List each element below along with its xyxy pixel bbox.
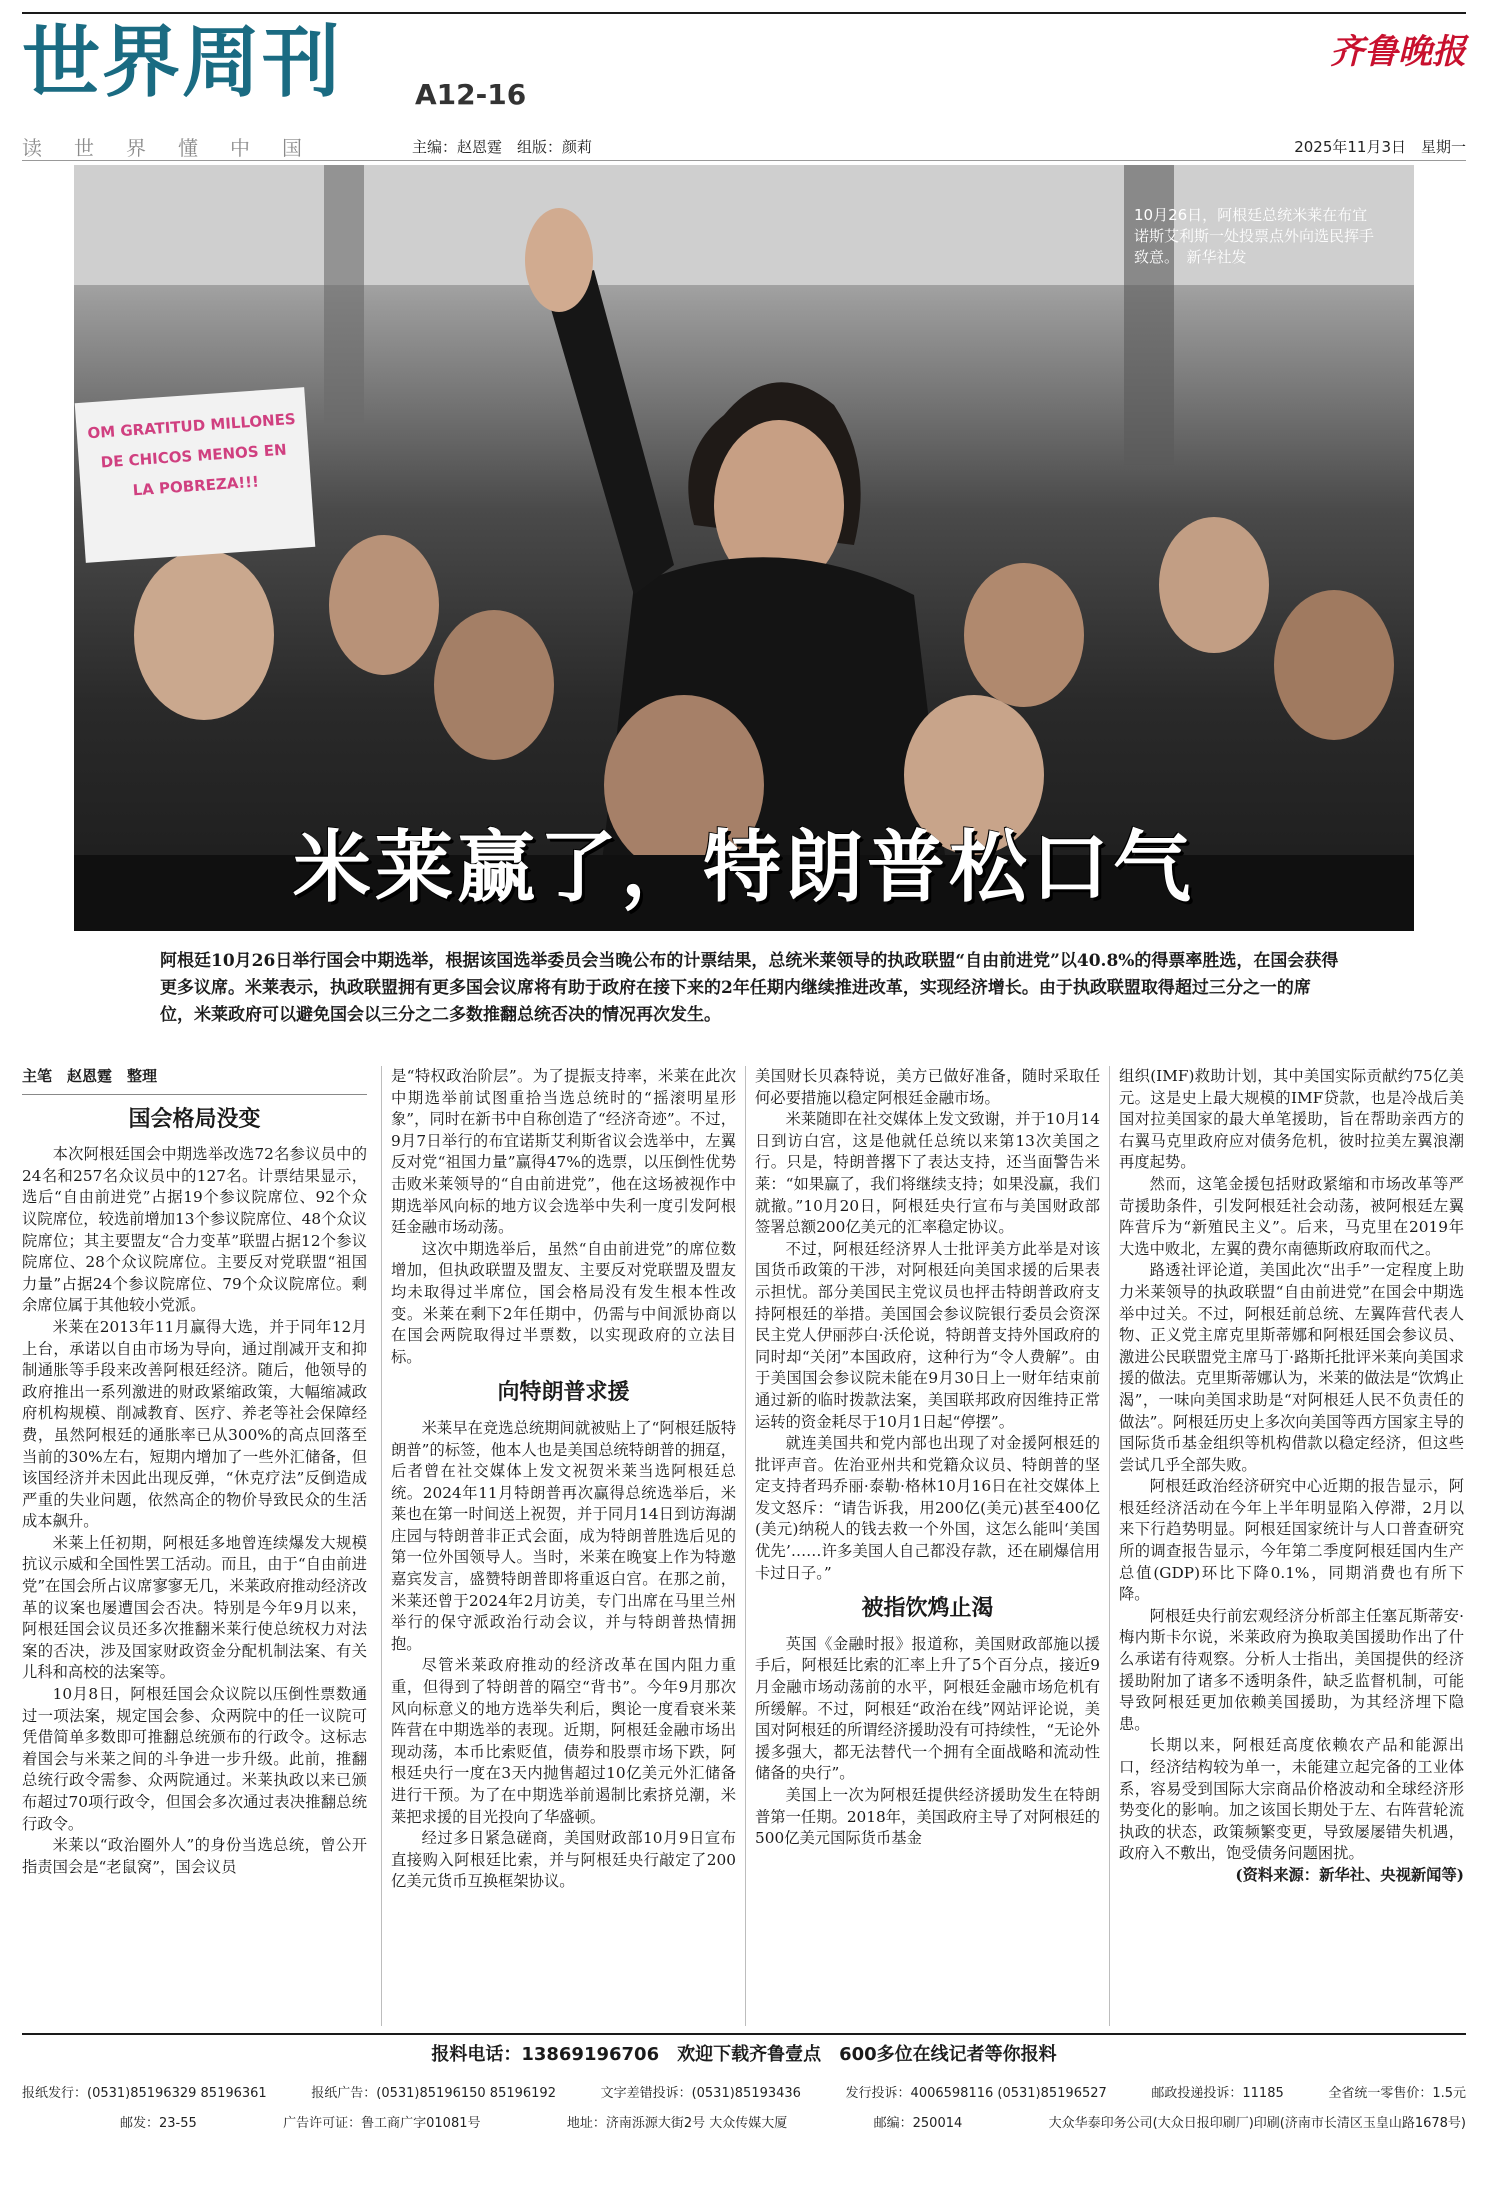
article-column-3: [755, 1066, 1100, 1850]
paragraph: 尽管米莱政府推动的经济改革在国内阻力重重，但得到了特朗普的隔空“背书”。今年9月那次风向标意义的地方选举失利后，舆论一度看衰米莱阵营在中期选举的表现。近期，阿根廷金融市场出现动荡，本币比索贬值，债券和股票市场下跌，阿根廷央行一度在3天内抛售超过10亿美元外汇储备进行干预。为了在中期选举前遏制比索挤兑潮，米莱把求援的目光投向了华盛顿。: [391, 1656, 736, 1826]
editors-credit: 主编：赵恩霆 组版：颜莉: [412, 138, 593, 156]
footer-item: 邮编：250014: [873, 2116, 963, 2131]
footer-item: 文字差错投诉：(0531)85193436: [600, 2086, 801, 2101]
lede-paragraph: 阿根廷10月26日举行国会中期选举，根据该国选举委员会当晚公布的计票结果，总统米莱领导的执政联盟“自由前进党”以40.8%的得票率胜选，在国会获得更多议席。米莱表示，执政联盟拥有更多国会议席将有助于政府在接下来的2年任期内继续推进改革，实现经济增长。由于执政联盟取得超过三分之一的席位，米莱政府可以避免国会以三分之二多数推翻总统否决的情况再次发生。: [160, 951, 1339, 1025]
subhead-poison: 被指饮鸩止渴: [861, 1595, 994, 1622]
column-rule: [1109, 1066, 1110, 2026]
paragraph: 米莱以“政治圈外人”的身份当选总统，曾公开指责国会是“老鼠窝”，国会议员: [22, 1836, 367, 1876]
footer-item: 邮政投递投诉：11185: [1151, 2086, 1284, 2101]
paragraph: 就连美国共和党内部也出现了对金援阿根廷的批评声音。佐治亚州共和党籍众议员、特朗普的坚定支持者玛乔丽·泰勒·格林10月16日在社交媒体上发文怒斥：“请告诉我，用200亿(美元)甚至400亿(美元)纳税人的钱去救一个外国，这怎么能叫‘美国优先’……许多美国人自己都没存款，还在刷爆信用卡过日子。”: [755, 1434, 1100, 1582]
footer-item: 全省统一零售价：1.5元: [1328, 2086, 1466, 2101]
news-hotline: 报料电话：13869196706 欢迎下载齐鲁壹点 600多位在线记者等你报料: [431, 2044, 1057, 2065]
page-number: A12-16: [415, 78, 527, 111]
footer-info-row-2: [120, 2112, 1466, 2132]
masthead-rule: [22, 160, 1466, 161]
main-headline: 米莱赢了，特朗普松口气: [292, 822, 1195, 913]
column-rule: [381, 1066, 382, 2026]
paragraph: 米莱在2013年11月赢得大选，并于同年12月上台，承诺以自由市场为导向，通过削减开支和抑制通胀等手段来改善阿根廷经济。随后，他领导的政府推出一系列激进的财政紧缩政策，大幅缩减政府机构规模、削减教育、医疗、养老等社会保障经费，虽然阿根廷的通胀率已从300%的高点回落至当前的30%左右，短期内增加了一些外汇储备，但该国经济并未因此出现反弹，“休克疗法”反倒造成严重的失业问题，依然高企的物价导致民众的生活成本飙升。: [22, 1317, 367, 1531]
footer-item: 地址：济南泺源大街2号 大众传媒大厦: [566, 2116, 788, 2131]
issue-date: 2025年11月3日 星期一: [1294, 138, 1466, 156]
paragraph: 米莱早在竞选总统期间就被贴上了“阿根廷版特朗普”的标签，他本人也是美国总统特朗普的拥趸，后者曾在社交媒体上发文祝贺米莱当选阿根廷总统。2024年11月特朗普再次赢得总统选举后，米莱也在第一时间送上祝贺，并于同月14日到访海湖庄园与特朗普非正式会面，成为特朗普胜选后见的第一位外国领导人。当时，米莱在晚宴上作为特邀嘉宾发言，盛赞特朗普即将重返白宫。在那之前，米莱还曾于2024年2月访美，专门出席在马里兰州举行的保守派政治行动会议，并与特朗普热情拥抱。: [391, 1418, 736, 1653]
photo-caption: 10月26日，阿根廷总统米莱在布宜诺斯艾利斯一处投票点外向选民挥手致意。 新华社发: [1134, 206, 1375, 266]
footer-item: 大众华泰印务公司(大众日报印刷厂)印刷(济南市长清区玉皇山路1678号): [1048, 2116, 1466, 2131]
article-column-4: [1119, 1066, 1464, 1887]
paragraph: 本次阿根廷国会中期选举改选72名参议员中的24名和257名众议员中的127名。计票结果显示，选后“自由前进党”占据19个参议院席位、92个众议院席位，较选前增加13个参议院席位、48个众议院席位；其主要盟友“合力变革”联盟占据12个参议院席位、28个众议院席位。主要反对党联盟“祖国力量”占据24个参议院席位、79个众议院席位。剩余席位属于其他较小党派。: [22, 1145, 367, 1315]
article-source: (资料来源：新华社、央视新闻等): [1235, 1865, 1464, 1884]
paragraph: 组织(IMF)救助计划，其中美国实际贡献约75亿美元。这是史上最大规模的IMF贷款，也是冷战后美国对拉美国家的最大单笔援助，旨在帮助亲西方的右翼马克里政府应对债务危机，彼时拉美左翼浪潮再度起势。: [1119, 1067, 1464, 1172]
paragraph: 米莱随即在社交媒体上发文致谢，并于10月14日到访白宫，这是他就任总统以来第13次美国之行。只是，特朗普撂下了表达支持，还当面警告米莱：“如果赢了，我们将继续支持；如果没赢，我们就撤。”10月20日，阿根廷央行宣布与美国财政部签署总额200亿美元的汇率稳定协议。: [755, 1110, 1100, 1237]
footer-item: 发行投诉：4006598116 (0531)85196527: [845, 2086, 1107, 2101]
paragraph: 阿根廷央行前宏观经济分析部主任塞瓦斯蒂安·梅内斯卡尔说，米莱政府为换取美国援助作出了什么承诺有待观察。分析人士指出，美国提供的经济援助附加了诸多不透明条件，缺乏监督机制，可能导致阿根廷更加依赖美国援助，为其经济埋下隐患。: [1119, 1606, 1464, 1733]
footer-item: 广告许可证：鲁工商广字01081号: [283, 2116, 481, 2131]
column-rule: [745, 1066, 746, 2026]
paragraph: 米莱上任初期，阿根廷多地曾连续爆发大规模抗议示威和全国性罢工活动。而且，由于“自由前进党”在国会所占议席寥寥无几，米莱政府推动经济改革的议案也屡遭国会否决。特别是今年9月以来，阿根廷国会议员还多次推翻米莱行使总统权力对法案的否决，涉及国家财政资金分配机制法案、有关儿科和高校的法案等。: [22, 1533, 367, 1682]
paragraph: 美国上一次为阿根廷提供经济援助发生在特朗普第一任期。2018年，美国政府主导了对阿根廷的500亿美元国际货币基金: [755, 1786, 1100, 1848]
paragraph: 不过，阿根廷经济界人士批评美方此举是对该国货币政策的干涉，对阿根廷向美国求援的后果表示担忧。部分美国民主党议员也抨击特朗普政府支持阿根廷的举措。美国国会参议院银行委员会资深民主党人伊丽莎白·沃伦说，特朗普支持外国政府的同时却“关闭”本国政府，这种行为“令人费解”。由于美国国会参议院未能在9月30日上一财年结束前通过新的临时拨款法案，美国联邦政府因维持正常运转的资金耗尽于10月1日起“停摆”。: [755, 1239, 1100, 1431]
top-rule: [22, 12, 1466, 14]
newspaper-logo: 齐鲁晚报: [1330, 32, 1466, 72]
paragraph: 是“特权政治阶层”。为了提振支持率，米莱在此次中期选举前试图重拾当选总统时的“摇滚明星形象”，同时在新书中自称创造了“经济奇迹”。不过，9月7日举行的布宜诺斯艾利斯省议会选举中，左翼反对党“祖国力量”赢得47%的选票，以压倒性优势击败米莱领导的“自由前进党”，他在这场被视作中期选举风向标的地方议会选举中失利一度引发阿根廷金融市场动荡。: [391, 1067, 736, 1237]
paragraph: 美国财长贝森特说，美方已做好准备，随时采取任何必要措施以稳定阿根廷金融市场。: [755, 1067, 1100, 1107]
paragraph: 英国《金融时报》报道称，美国财政部施以援手后，阿根廷比索的汇率上升了5个百分点，接近9月金融市场动荡前的水平，阿根廷金融市场危机有所缓解。不过，阿根廷“政治在线”网站评论说，美国对阿根廷的所谓经济援助没有可持续性，“无论外援多强大，都无法替代一个拥有全面战略和流动性储备的央行”。: [755, 1634, 1100, 1783]
paragraph: 路透社评论道，美国此次“出手”一定程度上助力米莱领导的执政联盟“自由前进党”在国会中期选举中过关。不过，阿根廷前总统、左翼阵营代表人物、正义党主席克里斯蒂娜和阿根廷国会参议员、激进公民联盟党主席马丁·路斯托批评米莱向美国求援的做法。克里斯蒂娜认为，米莱的做法是“饮鸩止渴”，一味向美国求助是“对阿根廷人民不负责任的做法”。阿根廷历史上多次向美国等西方国家主导的国际货币基金组织等机构借款以稳定经济，但这些尝试几乎全部失败。: [1119, 1261, 1464, 1474]
footer-item: 邮发：23-55: [120, 2116, 197, 2131]
subhead-trump: 向特朗普求援: [497, 1379, 630, 1406]
paragraph: 10月8日，阿根廷国会众议院以压倒性票数通过一项法案，规定国会参、众两院中的任一议院可凭借简单多数即可推翻总统颁布的行政令。这标志着国会与米莱之间的斗争进一步升级。此前，推翻总统行政令需参、众两院通过。米莱执政以来已颁布超过70项行政令，但国会多次通过表决推翻总统行政令。: [22, 1685, 367, 1833]
paragraph: 长期以来，阿根廷高度依赖农产品和能源出口，经济结构较为单一，未能建立起完备的工业体系，容易受到国际大宗商品价格波动和全球经济形势变化的影响。加之该国长期处于左、右阵营轮流执政的状态，政策频繁变更，导致屡屡错失机遇，政府入不敷出，饱受债务问题困扰。: [1119, 1736, 1464, 1863]
article-byline: 主笔 赵恩霆 整理: [22, 1066, 367, 1095]
footer-info-row-1: [22, 2082, 1466, 2102]
article-column-2: [391, 1066, 736, 1893]
subhead-congress: 国会格局没变: [128, 1105, 261, 1132]
protest-sign: OM GRATITUD MILLONES DE CHICOS MENOS EN LA POBREZA!!!: [75, 387, 316, 563]
paragraph: 经过多日紧急磋商，美国财政部10月9日宣布直接购入阿根廷比索，并与阿根廷央行敲定了200亿美元货币互换框架协议。: [391, 1829, 736, 1891]
footer-item: 报纸发行：(0531)85196329 85196361: [22, 2086, 267, 2101]
lead-photo: [74, 165, 1414, 931]
paragraph: 阿根廷政治经济研究中心近期的报告显示，阿根廷经济活动在今年上半年明显陷入停滞，2月以来下行趋势明显。阿根廷国家统计与人口普查研究所的调查报告显示，今年第二季度阿根廷国内生产总值(GDP)环比下降0.1%，同期消费也有所下降。: [1119, 1477, 1464, 1604]
footer-item: 报纸广告：(0531)85196150 85196192: [311, 2086, 556, 2101]
section-tagline: 读世界懂中国: [22, 136, 334, 160]
section-title: 世界周刊: [22, 17, 343, 108]
paragraph: 然而，这笔金援包括财政紧缩和市场改革等严苛援助条件，引发阿根廷社会动荡，被阿根廷左翼阵营斥为“新殖民主义”。后来，马克里在2019年大选中败北，左翼的费尔南德斯政府取而代之。: [1119, 1174, 1464, 1258]
paragraph: 这次中期选举后，虽然“自由前进党”的席位数增加，但执政联盟及盟友、主要反对党联盟及盟友均未取得过半席位，国会格局没有发生根本性改变。米莱在剩下2年任期中，仍需与中间派协商以在国会两院取得过半票数，以实现政府的立法目标。: [391, 1239, 736, 1366]
article-column-1: [22, 1066, 367, 1878]
footer-rule: [22, 2033, 1466, 2035]
